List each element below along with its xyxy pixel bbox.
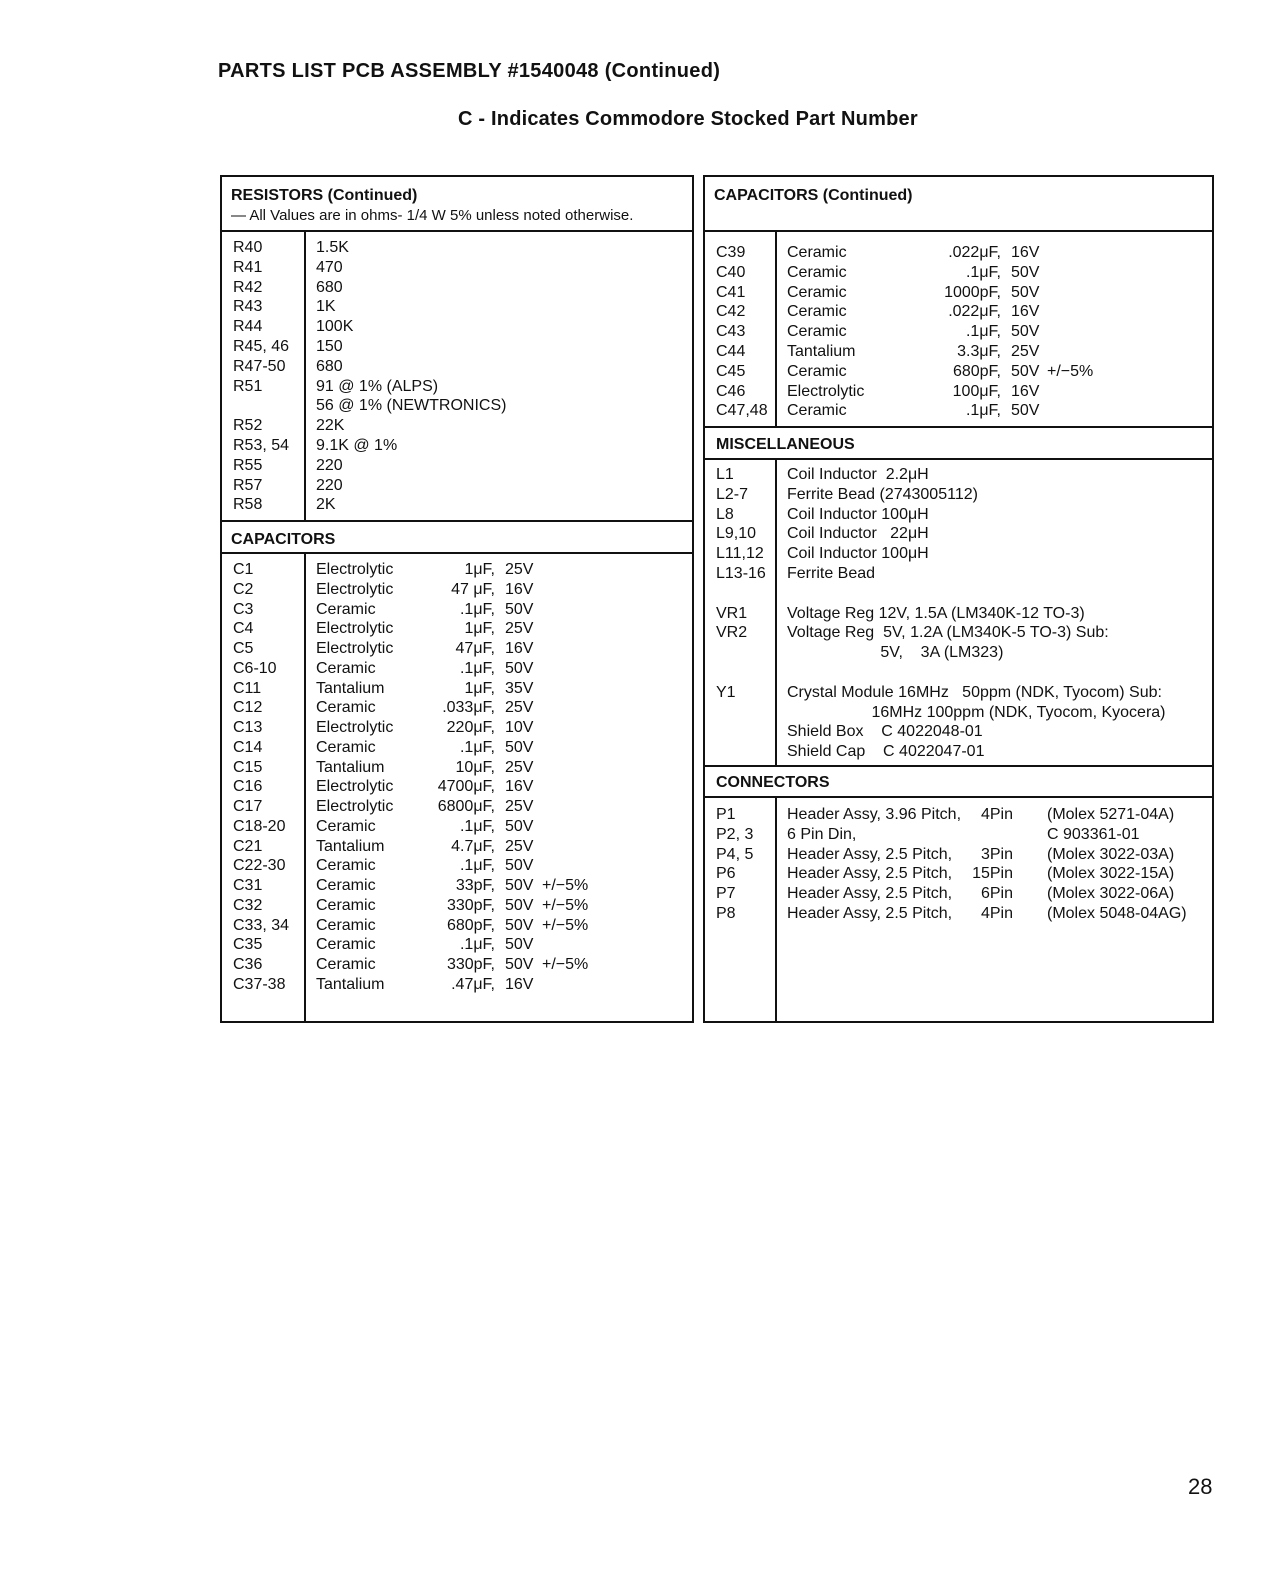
capacitor-type: Ceramic [316, 936, 376, 954]
misc-row [705, 663, 1212, 683]
connector-pins: 6Pin [980, 885, 1013, 903]
capacitor-tolerance: +/−5% [1047, 362, 1094, 380]
capacitor-ref: C47,48 [716, 402, 768, 420]
capacitor-voltage: 16V [505, 975, 534, 993]
misc-ref: Y1 [716, 683, 736, 701]
capacitor-voltage: 25V [505, 837, 534, 855]
capacitor-type: Electrolytic [316, 640, 394, 657]
resistor-ref: R51 [233, 377, 263, 395]
resistor-row [222, 278, 692, 298]
capacitor-voltage: 16V [505, 580, 534, 598]
capacitor-voltage: 16V [505, 778, 534, 796]
capacitor-value: 220μF, [446, 719, 495, 736]
capacitor-voltage: 16V [1011, 303, 1040, 321]
capacitor-row [222, 659, 692, 679]
right-parts-panel [703, 175, 1214, 1023]
resistor-value: 100K [316, 318, 354, 336]
capacitor-voltage: 25V [505, 620, 534, 638]
misc-header [705, 426, 1212, 460]
resistor-value: 680 [316, 357, 343, 375]
resistor-value: 220 [316, 476, 343, 494]
capacitor-tolerance: +/−5% [542, 877, 589, 894]
capacitor-row [705, 382, 1212, 402]
capacitor-value: 4700μF, [437, 778, 495, 796]
capacitor-voltage: 16V [505, 640, 534, 657]
misc-ref: L13-16 [716, 565, 766, 582]
capacitor-ref: C45 [716, 362, 746, 380]
capacitor-ref: C4 [233, 620, 254, 638]
resistor-row [222, 476, 692, 496]
capacitor-value: 100μF, [952, 382, 1001, 400]
capacitor-voltage: 50V [1011, 283, 1040, 301]
resistor-ref: R40 [233, 239, 263, 256]
capacitor-row [222, 856, 692, 876]
misc-row [705, 703, 1212, 723]
resistor-value: 680 [316, 278, 343, 296]
resistor-row [222, 297, 692, 317]
capacitor-row [705, 322, 1212, 342]
resistor-row [222, 456, 692, 476]
capacitor-type: Ceramic [787, 263, 847, 281]
connector-pins: 4Pin [980, 905, 1013, 922]
misc-description: Shield Cap C 4022047-01 [787, 743, 985, 761]
capacitor-value: 680pF, [952, 362, 1001, 380]
resistor-value: 1.5K [316, 239, 349, 256]
resistor-row [222, 416, 692, 436]
capacitor-ref: C22-30 [233, 857, 286, 875]
capacitor-ref: C17 [233, 798, 263, 815]
page-number: 28 [1188, 1474, 1213, 1499]
capacitor-value: .47μF, [451, 975, 495, 993]
capacitor-ref: C21 [233, 837, 263, 855]
capacitor-ref: C41 [716, 283, 746, 301]
misc-ref: L1 [716, 466, 734, 483]
capacitor-ref: C43 [716, 323, 746, 341]
capacitor-voltage: 50V [1011, 402, 1040, 420]
capacitor-row [705, 263, 1212, 283]
capacitor-value: 1μF, [464, 620, 495, 638]
capacitor-value: 330pF, [446, 956, 495, 973]
resistor-ref: R43 [233, 298, 263, 316]
misc-row [705, 722, 1212, 742]
capacitor-voltage: 50V [505, 877, 534, 894]
capacitor-ref: C16 [233, 778, 263, 796]
capacitor-row [222, 777, 692, 797]
misc-ref: L2-7 [716, 485, 749, 503]
connector-row [705, 845, 1212, 865]
capacitor-row [705, 342, 1212, 362]
misc-row [705, 524, 1212, 544]
connector-ref: P6 [716, 865, 736, 883]
resistor-row [222, 377, 692, 397]
connector-ref: P1 [716, 806, 736, 823]
capacitor-value: 1000pF, [944, 283, 1001, 301]
capacitor-type: Electrolytic [316, 798, 394, 815]
misc-row [705, 623, 1212, 643]
capacitor-value: .1μF, [459, 857, 495, 875]
connector-part: (Molex 5271-04A) [1047, 806, 1175, 823]
capacitor-type: Electrolytic [787, 382, 865, 400]
connector-part: (Molex 3022-03A) [1047, 845, 1175, 863]
capacitor-value: 33pF, [455, 877, 495, 894]
capacitor-row [222, 560, 692, 580]
capacitor-row [222, 955, 692, 975]
misc-description: Crystal Module 16MHz 50ppm (NDK, Tyocom) Sub: [787, 683, 1162, 701]
resistor-value: 9.1K @ 1% [316, 437, 398, 454]
misc-description: Ferrite Bead (2743005112) [787, 485, 978, 503]
connector-pins: 3Pin [980, 845, 1013, 863]
capacitor-type: Electrolytic [316, 620, 394, 638]
connector-row [705, 825, 1212, 845]
connector-ref: P4, 5 [716, 845, 754, 863]
misc-title: MISCELLANEOUS [716, 436, 855, 453]
resistors-header [222, 177, 692, 232]
misc-description: 5V, 3A (LM323) [787, 644, 1004, 662]
capacitors-title: CAPACITORS [231, 531, 336, 548]
capacitor-type: Tantalium [787, 343, 856, 360]
capacitor-row [222, 619, 692, 639]
connector-description: 6 Pin Din, [787, 825, 857, 843]
capacitor-voltage: 50V [1011, 263, 1040, 281]
capacitor-voltage: 50V [505, 896, 534, 914]
capacitor-ref: C14 [233, 738, 263, 756]
capacitor-ref: C36 [233, 956, 263, 973]
misc-description: Voltage Reg 5V, 1.2A (LM340K-5 TO-3) Sub: [787, 624, 1109, 642]
resistor-value: 22K [316, 417, 345, 435]
capacitor-value: .022μF, [948, 303, 1001, 321]
resistor-value: 150 [316, 338, 343, 355]
capacitors-cont-header [705, 177, 1212, 232]
capacitor-type: Electrolytic [316, 778, 394, 796]
capacitor-type: Ceramic [787, 402, 847, 420]
capacitor-voltage: 50V [505, 659, 534, 677]
capacitor-value: 47μF, [455, 640, 495, 657]
misc-description: Voltage Reg 12V, 1.5A (LM340K-12 TO-3) [787, 604, 1085, 622]
capacitor-type: Ceramic [316, 896, 376, 914]
capacitor-tolerance: +/−5% [542, 956, 589, 973]
capacitor-tolerance: +/−5% [542, 916, 589, 934]
resistor-row [222, 317, 692, 337]
resistor-ref: R41 [233, 258, 263, 276]
capacitor-type: Tantalium [316, 679, 385, 697]
misc-ref: L8 [716, 505, 734, 523]
capacitor-voltage: 50V [505, 956, 534, 973]
connector-row [705, 904, 1212, 924]
capacitor-voltage: 25V [505, 758, 534, 776]
capacitor-voltage: 25V [505, 561, 534, 578]
capacitor-ref: C1 [233, 561, 254, 578]
capacitor-ref: C31 [233, 877, 263, 894]
resistor-row [222, 436, 692, 456]
misc-description: Coil Inductor 2.2μH [787, 466, 929, 483]
capacitor-value: 1μF, [464, 679, 495, 697]
resistor-ref: R57 [233, 476, 263, 494]
capacitors-cont-title: CAPACITORS (Continued) [714, 187, 913, 204]
capacitor-value: 6800μF, [437, 798, 495, 815]
capacitor-ref: C6-10 [233, 659, 277, 677]
capacitor-row [222, 916, 692, 936]
misc-ref: L9,10 [716, 525, 757, 543]
resistor-ref: R47-50 [233, 357, 286, 375]
misc-description: Coil Inductor 100μH [787, 505, 929, 523]
capacitor-type: Tantalium [316, 975, 385, 993]
connector-description: Header Assy, 2.5 Pitch, [787, 905, 953, 922]
resistors-title: RESISTORS (Continued) [231, 187, 418, 204]
capacitor-voltage: 35V [505, 679, 534, 697]
page-title: PARTS LIST PCB ASSEMBLY #1540048 (Continued) [218, 60, 721, 82]
misc-ref: VR1 [716, 604, 748, 622]
capacitor-row [705, 401, 1212, 421]
connectors-header [705, 765, 1212, 798]
misc-description: 16MHz 100ppm (NDK, Tyocom, Kyocera) [787, 703, 1166, 721]
capacitor-row [705, 283, 1212, 303]
capacitor-value: 3.3μF, [957, 343, 1001, 360]
misc-row [705, 485, 1212, 505]
connector-description: Header Assy, 3.96 Pitch, [787, 806, 962, 823]
capacitor-type: Ceramic [316, 956, 376, 973]
capacitor-ref: C15 [233, 758, 263, 776]
resistor-row [222, 357, 692, 377]
capacitor-ref: C40 [716, 263, 746, 281]
capacitor-row [705, 243, 1212, 263]
capacitor-voltage: 50V [505, 916, 534, 934]
capacitor-row [222, 718, 692, 738]
resistor-ref: R52 [233, 417, 263, 435]
resistor-ref: R42 [233, 278, 263, 296]
connector-row [705, 884, 1212, 904]
capacitor-type: Electrolytic [316, 561, 394, 578]
capacitor-row [222, 876, 692, 896]
capacitor-row [222, 580, 692, 600]
resistor-row [222, 238, 692, 258]
resistor-value: 2K [316, 496, 336, 514]
capacitor-voltage: 50V [505, 817, 534, 835]
capacitor-type: Ceramic [787, 244, 847, 261]
capacitor-value: .1μF, [965, 263, 1001, 281]
capacitor-row [222, 817, 692, 837]
capacitor-ref: C18-20 [233, 817, 286, 835]
capacitor-type: Ceramic [787, 323, 847, 341]
capacitor-ref: C11 [233, 679, 262, 697]
capacitors-header [222, 520, 692, 554]
capacitor-voltage: 50V [505, 936, 534, 954]
misc-row [705, 564, 1212, 584]
capacitor-row [222, 679, 692, 699]
connector-description: Header Assy, 2.5 Pitch, [787, 845, 953, 863]
capacitor-row [222, 935, 692, 955]
resistor-ref: R44 [233, 318, 263, 336]
capacitor-type: Electrolytic [316, 580, 394, 598]
connector-ref: P8 [716, 905, 736, 922]
capacitor-row [705, 302, 1212, 322]
capacitor-value: 10μF, [455, 758, 495, 776]
capacitor-value: .022μF, [948, 244, 1001, 261]
misc-description: Coil Inductor 100μH [787, 545, 929, 563]
capacitor-value: .1μF, [459, 738, 495, 756]
capacitor-ref: C42 [716, 303, 746, 321]
capacitor-voltage: 50V [1011, 362, 1040, 380]
capacitor-row [222, 600, 692, 620]
capacitor-value: .1μF, [459, 600, 495, 618]
capacitor-voltage: 16V [1011, 244, 1040, 261]
capacitor-type: Ceramic [316, 877, 376, 894]
misc-ref: VR2 [716, 624, 748, 642]
left-parts-panel [220, 175, 694, 1023]
capacitor-ref: C37-38 [233, 975, 286, 993]
capacitor-row [222, 975, 692, 995]
capacitor-ref: C32 [233, 896, 263, 914]
resistor-value: 91 @ 1% (ALPS) [316, 377, 439, 395]
capacitor-ref: C12 [233, 699, 263, 717]
capacitor-tolerance: +/−5% [542, 896, 589, 914]
capacitor-ref: C35 [233, 936, 263, 954]
capacitor-ref: C2 [233, 580, 254, 598]
resistor-ref: R58 [233, 496, 263, 514]
capacitor-type: Ceramic [316, 916, 376, 934]
capacitor-row [222, 896, 692, 916]
capacitor-voltage: 50V [505, 738, 534, 756]
resistor-ref: R53, 54 [233, 437, 290, 454]
capacitor-ref: C3 [233, 600, 254, 618]
misc-description: Shield Box C 4022048-01 [787, 723, 983, 741]
connectors-title: CONNECTORS [716, 774, 830, 791]
capacitor-voltage: 25V [505, 699, 534, 717]
capacitor-type: Electrolytic [316, 719, 394, 736]
capacitor-type: Ceramic [787, 303, 847, 321]
misc-row [705, 544, 1212, 564]
connector-part: (Molex 5048-04AG) [1047, 905, 1187, 922]
resistor-value: 470 [316, 258, 343, 276]
resistors-note: — All Values are in ohms- 1/4 W 5% unless noted otherwise. [231, 207, 634, 224]
connector-part: (Molex 3022-06A) [1047, 885, 1175, 903]
capacitor-type: Tantalium [316, 758, 385, 776]
capacitor-type: Ceramic [316, 738, 376, 756]
capacitor-value: .1μF, [459, 817, 495, 835]
capacitor-value: 1μF, [464, 561, 495, 578]
misc-row [705, 643, 1212, 663]
capacitor-row [222, 698, 692, 718]
capacitor-value: .1μF, [459, 936, 495, 954]
capacitor-type: Ceramic [316, 600, 376, 618]
capacitor-voltage: 50V [1011, 323, 1040, 341]
capacitor-ref: C39 [716, 244, 746, 261]
capacitor-voltage: 16V [1011, 382, 1040, 400]
resistor-ref: R55 [233, 456, 263, 474]
capacitor-ref: C44 [716, 343, 746, 360]
resistor-row [222, 258, 692, 278]
capacitor-voltage: 50V [505, 857, 534, 875]
connector-ref: P7 [716, 885, 736, 903]
capacitor-row [222, 797, 692, 817]
misc-row [705, 584, 1212, 604]
capacitor-ref: C5 [233, 640, 254, 657]
resistor-row [222, 396, 692, 416]
misc-row [705, 604, 1212, 624]
misc-description: Coil Inductor 22μH [787, 525, 929, 543]
resistor-value: 56 @ 1% (NEWTRONICS) [316, 397, 507, 415]
capacitor-row [222, 758, 692, 778]
capacitor-value: .1μF, [459, 659, 495, 677]
capacitor-type: Ceramic [316, 659, 376, 677]
connector-description: Header Assy, 2.5 Pitch, [787, 865, 953, 883]
capacitor-voltage: 25V [1011, 343, 1040, 360]
capacitor-ref: C46 [716, 382, 746, 400]
capacitor-type: Ceramic [316, 857, 376, 875]
capacitor-voltage: 10V [505, 719, 534, 736]
page-subtitle: C - Indicates Commodore Stocked Part Number [458, 108, 918, 130]
misc-ref: L11,12 [716, 545, 764, 563]
connector-description: Header Assy, 2.5 Pitch, [787, 885, 953, 903]
connector-row [705, 805, 1212, 825]
capacitor-value: .033μF, [442, 699, 495, 717]
resistor-row [222, 495, 692, 515]
connector-row [705, 864, 1212, 884]
capacitor-ref: C13 [233, 719, 263, 736]
misc-description: Ferrite Bead [787, 565, 876, 582]
capacitor-value: 47 μF, [451, 580, 495, 598]
resistor-row [222, 337, 692, 357]
capacitor-row [222, 837, 692, 857]
resistor-ref: R45, 46 [233, 338, 290, 355]
capacitor-value: 330pF, [446, 896, 495, 914]
connector-pins: 15Pin [972, 865, 1013, 883]
connector-part: C 903361-01 [1047, 825, 1140, 843]
connector-pins: 4Pin [980, 806, 1013, 823]
capacitor-type: Ceramic [316, 699, 376, 717]
capacitor-type: Ceramic [787, 283, 847, 301]
capacitor-value: .1μF, [965, 323, 1001, 341]
capacitor-voltage: 50V [505, 600, 534, 618]
connector-part: (Molex 3022-15A) [1047, 865, 1175, 883]
capacitor-ref: C33, 34 [233, 916, 290, 934]
misc-row [705, 683, 1212, 703]
resistor-value: 220 [316, 456, 343, 474]
capacitor-type: Ceramic [787, 362, 847, 380]
misc-row [705, 742, 1212, 762]
capacitor-type: Tantalium [316, 837, 385, 855]
misc-row [705, 505, 1212, 525]
resistor-value: 1K [316, 298, 336, 316]
capacitor-value: .1μF, [965, 402, 1001, 420]
capacitor-type: Ceramic [316, 817, 376, 835]
capacitor-voltage: 25V [505, 798, 534, 815]
capacitor-value: 4.7μF, [451, 837, 495, 855]
capacitor-row [222, 738, 692, 758]
capacitor-row [222, 639, 692, 659]
capacitor-row [705, 362, 1212, 382]
connector-ref: P2, 3 [716, 825, 754, 843]
capacitor-value: 680pF, [446, 916, 495, 934]
misc-row [705, 465, 1212, 485]
